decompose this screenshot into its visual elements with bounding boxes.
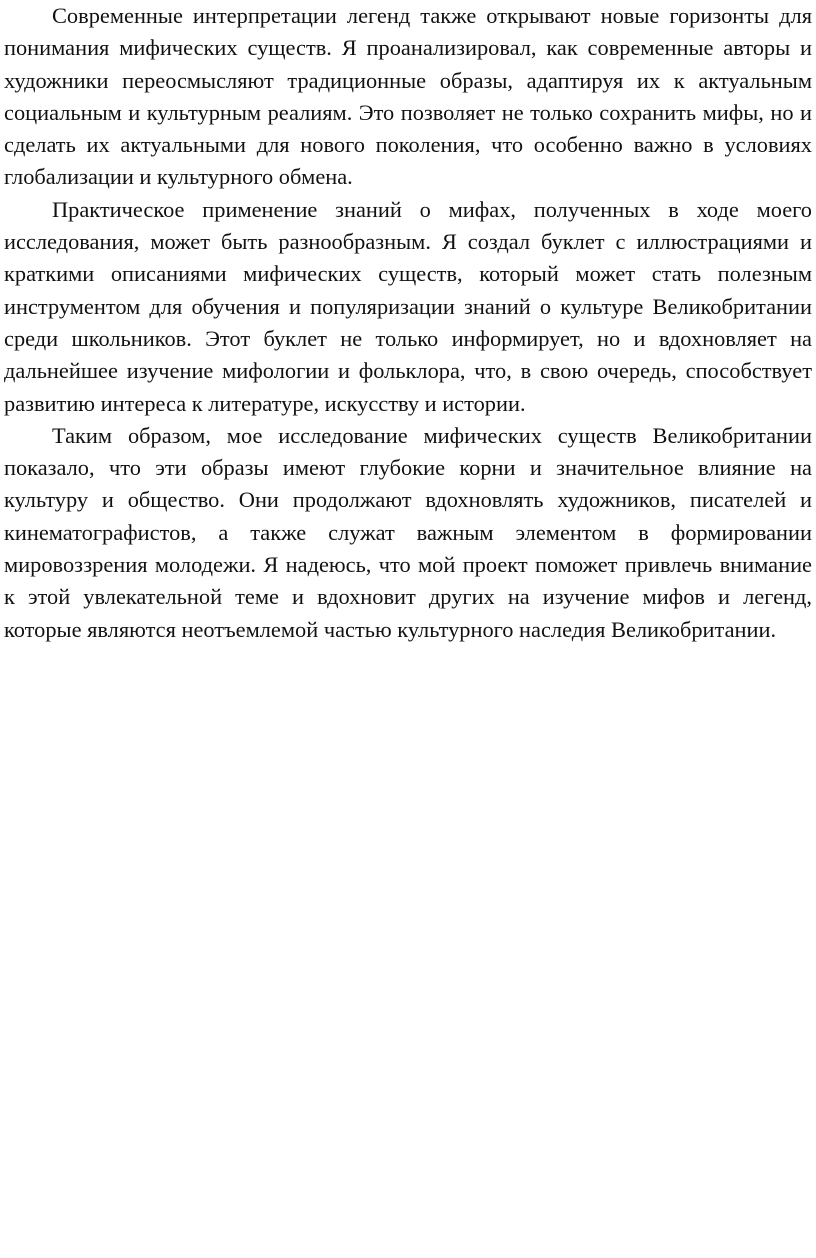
- document-page: [4, 0, 812, 646]
- paragraph-modern-interpretations: Современные интерпретации легенд также открывают новые горизонты для понимания мифических существ. Я проанализировал, как современные авторы и художники переосмысляют традиционные образы, адаптируя их к актуальным социальным и культурным реалиям. Это позволяет не только сохранить мифы, но и сделать их актуальными для нового поколения, что особенно важно в условиях глобализации и культурного обмена.: [4, 3, 812, 190]
- paragraph-practical-application: Практическое применение знаний о мифах, полученных в ходе моего исследования, может быть разнообразным. Я создал буклет с иллюстрациями и краткими описаниями мифических существ, который может стать полезным инструментом для обучения и популяризации знаний о культуре Великобритании среди школьников. Этот буклет не только информирует, но и вдохновляет на дальнейшее изучение мифологии и фольклора, что, в свою очередь, способствует развитию интереса к литературе, искусству и истории.: [4, 196, 812, 416]
- paragraph-conclusion: Таким образом, мое исследование мифических существ Великобритании показало, что эти образы имеют глубокие корни и значительное влияние на культуру и общество. Они продолжают вдохновлять художников, писателей и кинематографистов, а также служат важным элементом в формировании мировоззрения молодежи. Я надеюсь, что мой проект поможет привлечь внимание к этой увлекательной теме и вдохновит других на изучение мифов и легенд, которые являются неотъемлемой частью культурного наследия Великобритании.: [4, 422, 812, 642]
